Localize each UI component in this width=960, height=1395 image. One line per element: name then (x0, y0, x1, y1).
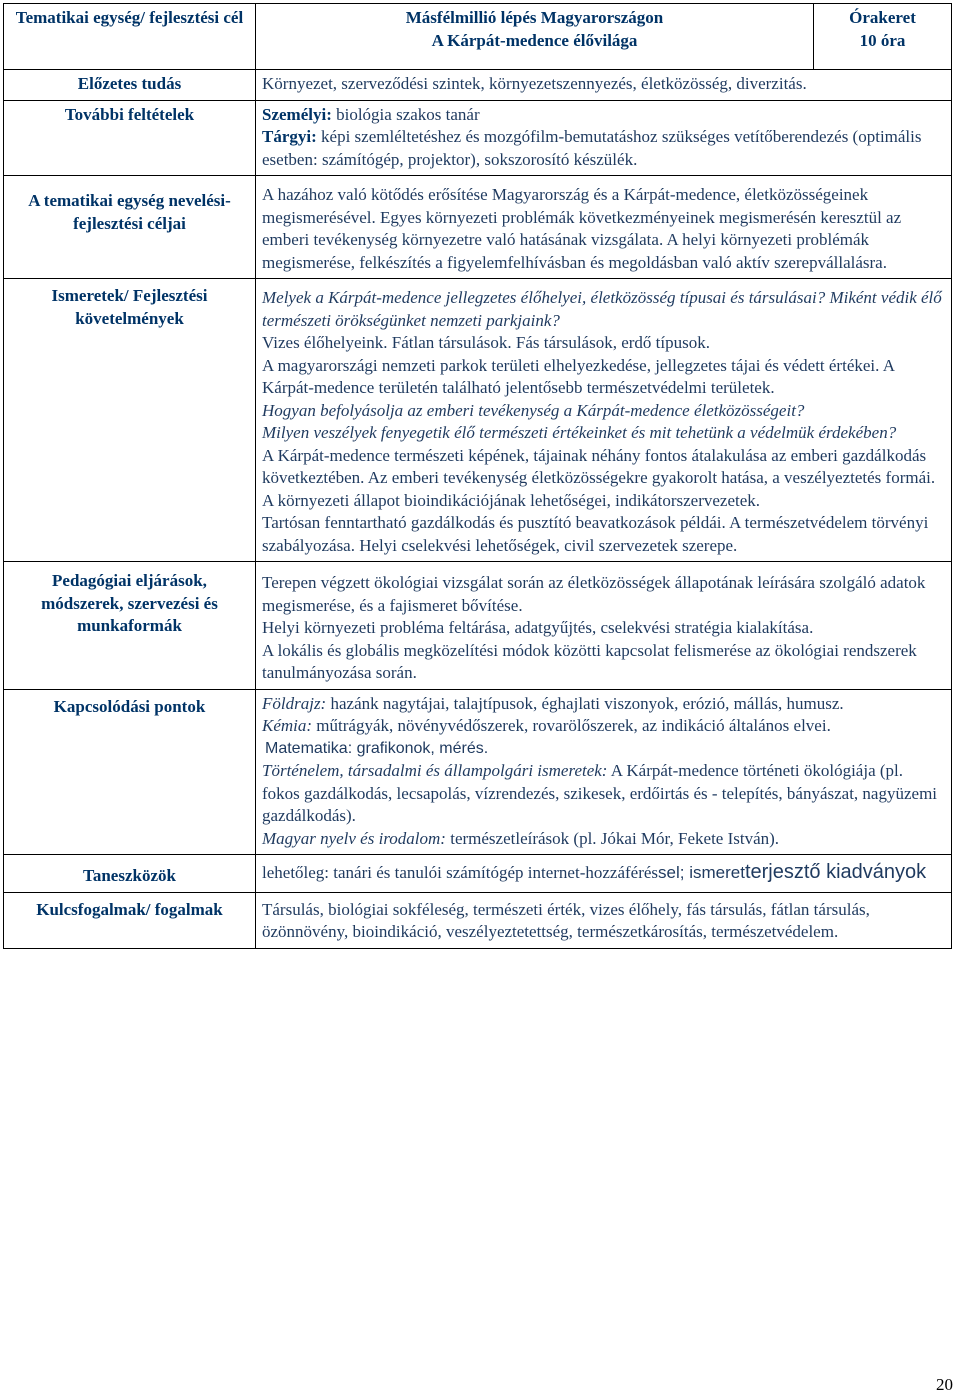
methods-paragraph-2: Helyi környezeti probléma feltárása, adatgyűjtés, cselekvési stratégia kialakítása. (262, 618, 814, 637)
concepts-row (4, 892, 952, 948)
page-number: 20 (936, 1375, 953, 1394)
knowledge-question-3: Milyen veszélyek fenyegetik élő természeti értékeinket és mit tehetünk a védelmük érdekében? (262, 423, 897, 442)
hours-value: 10 óra (859, 30, 906, 50)
tools-text-c: terjesztő kiadványok (744, 861, 927, 883)
knowledge-row (4, 279, 952, 562)
methods-paragraph-1: Terepen végzett ökológiai vizsgálat során az életközösségek állapotának leírására szolgáló adatok megismerése, és a fajismeret bővítése. (262, 573, 926, 615)
header-row (4, 4, 952, 70)
material-text: képi szemléltetéshez és mozgófilm-bemutatáshoz szükséges vetítőberendezés (optimális esetben: számítógép, projektor), sokszorosító készülék. (262, 127, 922, 169)
curriculum-table (3, 3, 952, 949)
material-label: Tárgyi: (262, 127, 317, 146)
hist-label: Történelem, társadalmi és állampolgári ismeretek: (262, 761, 608, 780)
links-content (256, 689, 952, 855)
concepts-label: Kulcsfogalmak/ fogalmak (4, 892, 256, 948)
knowledge-paragraph-2: A magyarországi nemzeti parkok területi elhelyezkedése, jellegzetes tájai és védett értékei. A Kárpát-medence területén található jelentősebb természetvédelmi területek. (262, 355, 895, 397)
methods-row (4, 562, 952, 690)
lit-label: Magyar nyelv és irodalom: (262, 828, 446, 848)
hours-label: Órakeret (849, 8, 916, 27)
goals-row (4, 176, 952, 279)
methods-paragraph-3: A lokális és globális megközelítési módok közötti kapcsolat felismerése az ökológiai rendszerek tanulmányozása során. (262, 640, 917, 682)
tools-content (256, 855, 952, 893)
methods-label: Pedagógiai eljárások, módszerek, szervezési és munkaformák (4, 562, 256, 690)
knowledge-paragraph-3: A Kárpát-medence természeti képének, tájainak néhány fontos átalakulása az emberi gazdálkodás következtében. Az emberi tevékenység életközösségekre gyakorolt hatása, a veszélyeztetés formái. A környezeti állapot bioindikációjának lehetőségei, indikátorszervezetek. (262, 445, 936, 510)
methods-content (256, 562, 952, 690)
unit-label-cell (4, 4, 256, 70)
chem-text: műtrágyák, növényvédőszerek, rovarölőszerek, az indikáció általános elvei. (316, 716, 831, 735)
links-row (4, 689, 952, 855)
hist-text: A Kárpát-medence történeti ökológiája (pl. fokos gazdálkodás, lecsapolás, vízrendezés, szikesek, erdőirtás és - telepítés, bányászat, nagyüzemi gazdálkodás). (262, 761, 938, 825)
personal-text: biológia szakos tanár (336, 104, 480, 124)
prior-knowledge-row (4, 70, 952, 101)
title-line-1: Másfélmillió lépés Magyarországon (405, 8, 664, 27)
chem-label: Kémia: (262, 716, 313, 735)
conditions-content (256, 100, 952, 176)
knowledge-question-2: Hogyan befolyásolja az emberi tevékenység a Kárpát-medence életközösségeit? (262, 400, 805, 420)
knowledge-content (256, 279, 952, 562)
tools-text-a: lehetőleg: tanári és tanulói számítógép internet-hozzáférés (262, 863, 659, 882)
tools-row (4, 855, 952, 893)
prior-knowledge-text: Környezet, szerveződési szintek, környezetszennyezés, életközösség, diverzitás. (256, 70, 952, 101)
tools-label: Taneszközök (4, 855, 256, 893)
goals-label: A tematikai egység nevelési-fejlesztési céljai (4, 176, 256, 279)
title-line-2: A Kárpát-medence élővilága (431, 30, 638, 50)
knowledge-paragraph-4: Tartósan fenntartható gazdálkodás és pusztító beavatkozások példái. A természetvédelem törvényi szabályozása. Helyi cselekvési lehetőségek, civil szervezetek szerepe. (262, 513, 929, 555)
tools-text-b: sel; ismeret (658, 863, 745, 882)
knowledge-question-1: Melyek a Kárpát-medence jellegzetes élőhelyei, életközösség típusai és társulásai? Miként védik élő természeti örökségünket nemzeti parkjaink? (262, 288, 942, 330)
unit-label: Tematikai egység/ fejlesztési cél (15, 8, 244, 27)
prior-knowledge-label: Előzetes tudás (4, 70, 256, 101)
links-label: Kapcsolódási pontok (4, 689, 256, 855)
hours-cell (814, 4, 952, 70)
geo-label: Földrajz: (262, 693, 327, 713)
knowledge-label: Ismeretek/ Fejlesztési követelmények (4, 279, 256, 562)
knowledge-paragraph-1: Vizes élőhelyeink. Fátlan társulások. Fás társulások, erdő típusok. (262, 333, 710, 352)
concepts-text: Társulás, biológiai sokféleség, természeti érték, vizes élőhely, fás társulás, fátlan társulás, özönnövény, bioindikáció, veszélyeztetettség, természetkárosítás, természetvédelem. (256, 892, 952, 948)
conditions-row (4, 100, 952, 176)
math-text: Matematika: grafikonok, mérés. (265, 739, 489, 757)
title-cell (256, 4, 814, 70)
lit-text: természetleírások (pl. Jókai Mór, Fekete István). (450, 828, 780, 848)
geo-text: hazánk nagytájai, talajtípusok, éghajlati viszonyok, erózió, mállás, humusz. (330, 693, 844, 713)
goals-text: A hazához való kötődés erősítése Magyarország és a Kárpát-medence, életközösségeinek megismerésével. Egyes környezeti problémák következményeinek megismerésén keresztül az emberi tevékenység környezetre való hatásának vizsgálata. A helyi környezeti problémák megismerése, felkészítés a figyelemfelhívásban és megoldásban való aktív szerepvállalásra. (256, 176, 952, 279)
personal-label: Személyi: (262, 104, 332, 124)
conditions-label: További feltételek (4, 100, 256, 176)
